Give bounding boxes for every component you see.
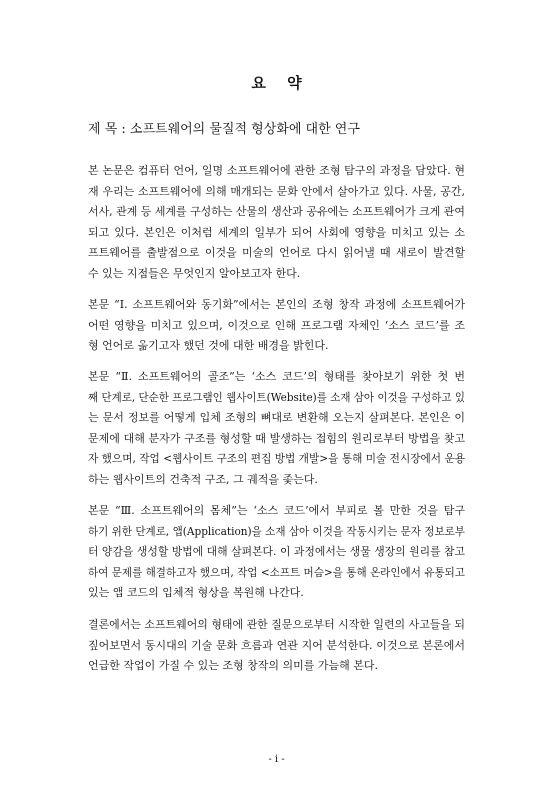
paragraph-line: 하여 문제를 해결하고자 했으며, 작업 <소프트 머슴>을 통해 온라인에서 유통되고 <box>88 565 465 579</box>
paragraph-line: 재 우리는 소프트웨어에 의해 매개되는 문화 안에서 살아가고 있다. 사물, 공간, <box>88 184 465 198</box>
paragraph-line: 는 문서 정보를 어떻게 입체 조형의 뼈대로 변환해 오는지 살펴본다. 본인은 이 <box>88 411 465 424</box>
paragraph-line: 자 했으며, 작업 <웹사이트 구조의 편집 방법 개발>을 통해 미술 전시장에서 운용 <box>88 452 466 465</box>
paragraph-line: 언급한 작업이 가질 수 있는 조형 창작의 의미를 가늠해 본다. <box>88 659 378 672</box>
page-number: - i - <box>268 754 285 765</box>
paragraph-line: 하는 웹사이트의 건축적 구조, 그 궤적을 좇는다. <box>88 472 318 486</box>
paragraph-line: 째 단계로, 단순한 프로그램인 웹사이트(Website)를 소재 삼아 이것을 구성하고 있 <box>88 390 466 404</box>
paragraph-line: 본문 “Ⅱ. 소프트웨어의 골조”는 ‘소스 코드’의 형태를 찾아보기 위한 첫 번 <box>88 370 465 383</box>
thesis-title-line: 제 목 : 소프트웨어의 물질적 형상화에 대한 연구 <box>88 122 360 137</box>
paragraph-line: 본문 “Ⅰ. 소프트웨어와 동기화”에서는 본인의 조형 창작 과정에 소프트웨어가 <box>88 298 465 311</box>
abstract-paragraph-chapter-3 <box>88 501 465 604</box>
paragraph-line: 있는 앱 코드의 입체적 형상을 복원해 나간다. <box>88 586 304 599</box>
paragraph-line: 결론에서는 소프트웨어의 형태에 관한 질문으로부터 시작한 일련의 사고들을 되 <box>88 618 466 631</box>
paragraph-line: 터 양감을 생성할 방법에 대해 살펴본다. 이 과정에서는 생물 생장의 원리를 참고 <box>88 545 465 558</box>
abstract-paragraph-conclusion <box>88 615 465 677</box>
paragraph-line: 하기 위한 단계로, 앱(Application)을 소재 삼아 이것을 작동시키는 문자 정보로부 <box>88 524 465 538</box>
paragraph-line: 본 논문은 컴퓨터 언어, 일명 소프트웨어에 관한 조형 탐구의 과정을 담았다. 현 <box>88 164 466 177</box>
abstract-paragraph-chapter-2 <box>88 367 465 490</box>
abstract-paragraph-intro <box>88 161 465 284</box>
abstract-heading: 요 약 <box>251 74 310 92</box>
paragraph-line: 수 있는 지점들은 무엇인지 알아보고자 한다. <box>88 266 301 280</box>
paragraph-line: 본문 “Ⅲ. 소프트웨어의 몸체”는 ‘소스 코드’에서 부피로 볼 만한 것을 탐구 <box>88 504 465 517</box>
paragraph-line: 짚어보면서 동시대의 기술 문화 흐름과 연관 지어 분석한다. 이것으로 본론에서 <box>88 638 465 652</box>
paragraph-line: 서사, 관계 등 세계를 구성하는 산물의 생산과 공유에는 소프트웨어가 크게 관여 <box>88 205 465 218</box>
paragraph-line: 형 언어로 옮기고자 했던 것에 대한 배경을 밝힌다. <box>88 339 329 352</box>
paragraph-line: 문제에 대해 분자가 구조를 형성할 때 발생하는 접힘의 원리로부터 방법을 찾고 <box>88 431 465 445</box>
paragraph-line: 어떤 영향을 미치고 있으며, 이것으로 인해 프로그램 자체인 ‘소스 코드’를 조 <box>88 318 466 332</box>
paragraph-line: 되고 있다. 본인은 이처럼 세계의 일부가 되어 사회에 영향을 미치고 있는 소 <box>88 225 465 239</box>
abstract-paragraph-chapter-1 <box>88 295 465 357</box>
paragraph-line: 프트웨어를 출발점으로 이것을 미술의 언어로 다시 읽어낼 때 새로이 발견할 <box>88 246 466 259</box>
